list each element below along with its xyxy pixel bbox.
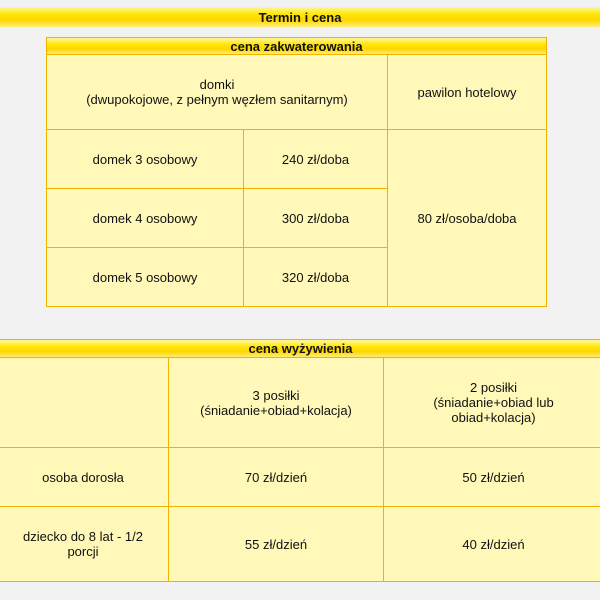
food-row-label	[0, 448, 169, 507]
pavilion-price: 80 zł/osoba/doba	[388, 130, 547, 307]
three-meals-price: 55 zł/dzień	[169, 507, 384, 582]
food-row-label-line: osoba dorosła	[42, 469, 124, 485]
cottage-price: 300 zł/doba	[244, 189, 388, 248]
two-meals-price: 40 zł/dzień	[384, 507, 600, 582]
food-header-label: cena wyżywienia	[248, 341, 353, 356]
food-row-label-line: dziecko do 8 lat - 1/2	[23, 529, 143, 544]
two-meals-header	[384, 358, 600, 448]
accommodation-table	[46, 37, 547, 307]
accommodation-header	[47, 38, 547, 55]
cottage-label: domek 4 osobowy	[47, 189, 244, 248]
page-title-bar	[0, 7, 600, 27]
cottages-header-title: domki	[199, 77, 235, 92]
food-row-label-line-2: porcji	[67, 544, 99, 559]
food-corner-cell	[0, 358, 169, 448]
cottage-label: domek 3 osobowy	[47, 130, 244, 189]
three-meals-header	[169, 358, 384, 448]
cottage-label: domek 5 osobowy	[47, 248, 244, 307]
three-meals-subtitle: (śniadanie+obiad+kolacja)	[200, 402, 352, 418]
three-meals-title: 3 posiłki	[252, 387, 300, 403]
two-meals-subtitle-1: (śniadanie+obiad lub	[433, 395, 554, 410]
cottages-header	[47, 55, 388, 130]
page-title: Termin i cena	[258, 9, 342, 25]
accommodation-header-label: cena zakwaterowania	[230, 38, 363, 54]
two-meals-title: 2 posiłki	[470, 380, 517, 395]
cottage-price: 240 zł/doba	[244, 130, 388, 189]
pavilion-header: pawilon hotelowy	[388, 55, 547, 130]
three-meals-price: 70 zł/dzień	[169, 448, 384, 507]
two-meals-subtitle-2: obiad+kolacja)	[451, 410, 536, 425]
cottages-header-subtitle: (dwupokojowe, z pełnym węzłem sanitarnym)	[86, 92, 348, 107]
food-header	[0, 340, 600, 358]
food-row-label	[0, 507, 169, 582]
cottage-price: 320 zł/doba	[244, 248, 388, 307]
food-table	[0, 339, 600, 582]
two-meals-price: 50 zł/dzień	[384, 448, 600, 507]
